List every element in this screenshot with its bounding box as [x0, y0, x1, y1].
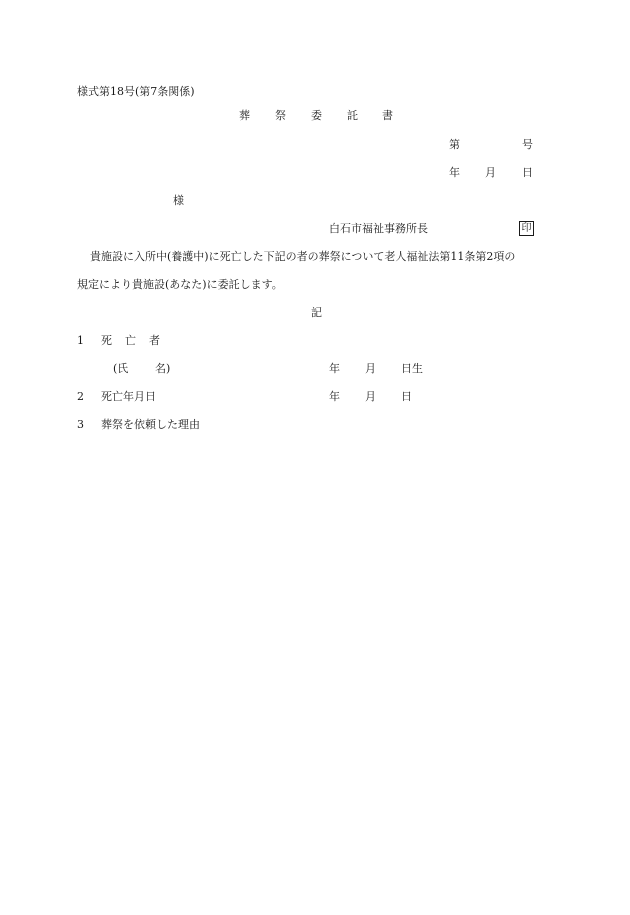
item-number: 3 — [77, 418, 84, 431]
death-year: 年 — [329, 390, 340, 403]
addressee-sama: 様 — [173, 194, 184, 207]
ki-heading: 記 — [311, 306, 322, 319]
death-day: 日 — [401, 390, 412, 403]
date-day: 日 — [522, 166, 533, 179]
item-number: 1 — [77, 334, 84, 347]
item-label-char: 者 — [149, 334, 160, 347]
number-dai: 第 — [449, 138, 460, 151]
death-date-label: 死亡年月日 — [101, 390, 156, 403]
body-line-1: 貴施設に入所中(養護中)に死亡した下記の者の葬祭について老人福祉法第11条第2項の — [90, 250, 516, 263]
body-line-2: 規定により貴施設(あなた)に委託します。 — [77, 278, 283, 291]
form-number: 様式第18号(第7条関係) — [77, 85, 195, 98]
title-char: 葬 — [239, 109, 250, 122]
title-char: 書 — [382, 109, 393, 122]
sender-name: 白石市福祉事務所長 — [329, 222, 428, 235]
birth-year: 年 — [329, 362, 340, 375]
death-month: 月 — [365, 390, 376, 403]
title-char: 託 — [347, 109, 358, 122]
seal-mark: 印 — [519, 221, 534, 236]
item-label-char: 亡 — [125, 334, 136, 347]
title-char: 委 — [311, 109, 322, 122]
date-month: 月 — [485, 166, 496, 179]
item-label-char: 死 — [101, 334, 112, 347]
birth-day: 日生 — [401, 362, 423, 375]
date-year: 年 — [449, 166, 460, 179]
name-open: (氏 — [113, 362, 129, 375]
title-char: 祭 — [275, 109, 286, 122]
name-close: 名) — [155, 362, 171, 375]
birth-month: 月 — [365, 362, 376, 375]
reason-label: 葬祭を依頼した理由 — [101, 418, 200, 431]
item-number: 2 — [77, 390, 84, 403]
number-go: 号 — [522, 138, 533, 151]
